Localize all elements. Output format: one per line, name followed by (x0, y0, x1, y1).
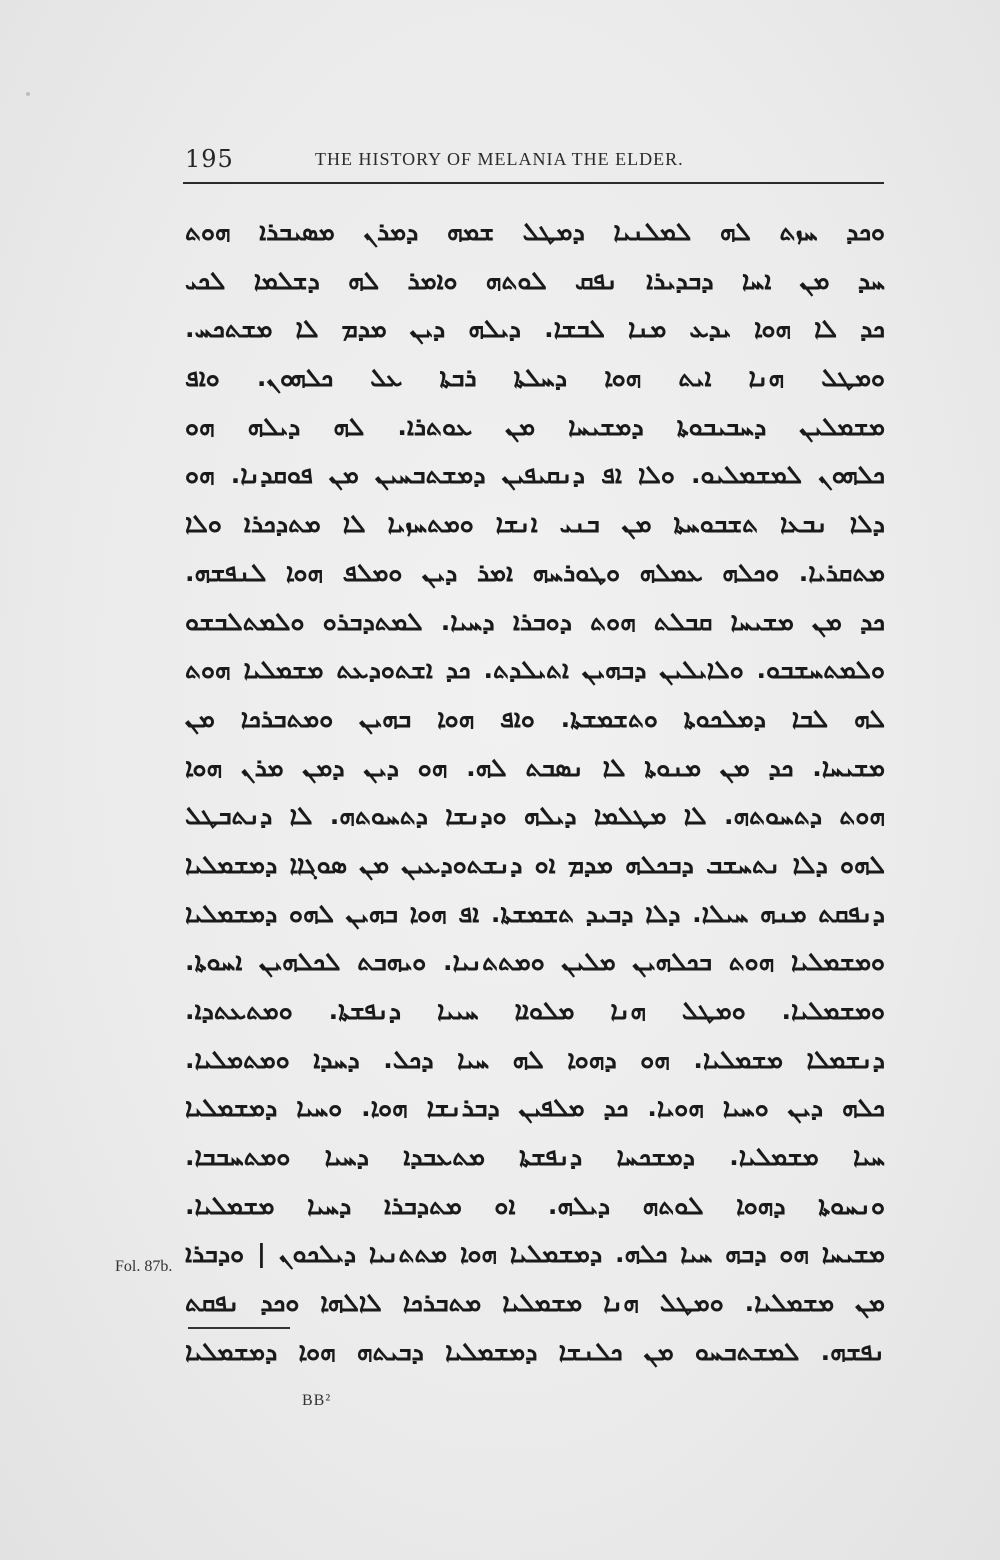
text-line: ܟܠܗܘܢ ܠܡܫܡܠܝܘ. ܘܠܐ ܐܦ ܕܢܩܝܦܝܢ ܕܡܫܬܒܚܝܢ ܡܢ ܦܘܩܕܢܐ. ܗܘ (185, 460, 885, 490)
text-line: ܠܗܘ ܕܠܐ ܢܬܚܫܒ ܕܒܟܠܗ ܡܕܡ ܐܘ ܕܢܫܬܘܕܥܝܢ ܡܢ ܣܘܓܐܐ ܕܡܫܡܠܝܐ (185, 849, 885, 879)
text-line: ܘܡܫܡܠܝܐ ܗܘܬ ܒܟܠܗܝܢ ܡܠܝܢ ܘܡܬܬܢܝܐ. ܘܝܗܒܬ ܠܟܠܗܝܢ ܐܚܘܬܐ. (185, 947, 885, 977)
text-line: ܡܢ ܡܫܡܠܝܐ. ܘܡܛܠ ܗܢܐ ܡܫܡܠܝܐ ܡܬܒܪܟܐ ܠܐܠܗܐ ܘܟܕ ܢܦܩܬ (185, 1288, 885, 1318)
text-line: ܘܢܚܘܬܐ ܕܗܘܐ ܠܘܬܗ ܕܝܠܗ. ܐܘ ܡܬܕܒܪܐ ܕܚܝܐ ܡܫܡܠܝܐ. (185, 1190, 885, 1220)
paper-speck (26, 92, 30, 96)
text-line: ܘܟܕ ܚܙܬ ܠܗ ܠܡܠܢܝܐ ܕܡܛܠ ܫܡܗ ܕܡܪܢ ܡܣܝܒܪܐ ܗܘܬ (185, 217, 885, 246)
text-line: ܕܢܫܡܠܐ ܡܫܡܠܝܐ. ܗܘ ܕܗܘܐ ܠܗ ܚܝܐ ܕܟܠ. ܕܚܕܐ ܘܡܬܡܠܝܐ. (185, 1044, 885, 1074)
text-line: ܡܫܝܚܐ ܗܘ ܕܒܗ ܚܝܐ ܟܠܗ. ܕܡܫܡܠܝܐ ܗܘܐ ܡܬܬܢܝܐ ܕܝܠܟܘܢ | ܘܕܒܪܐ (185, 1239, 885, 1269)
page-number: 195 (185, 145, 234, 173)
header-rule (183, 182, 884, 184)
text-line: ܘܡܛܠ ܗܢܐ ܐܝܬ ܗܘܐ ܕܚܠܬܐ ܪܒܬܐ ܥܠ ܟܠܗܘܢ. ܘܐܦ (185, 363, 885, 393)
syriac-text-block (185, 208, 885, 1377)
footnote-rule (188, 1327, 290, 1329)
signature-mark: BB² (302, 1392, 332, 1409)
text-line: ܚܝܐ ܡܫܡܠܝܐ. ܕܡܫܟܚܐ ܕܢܦܫܬܐ ܡܬܥܒܕܐ ܕܚܝܐ ܘܡܬܚܒܒܐ. (185, 1142, 885, 1172)
text-line: ܟܕ ܠܐ ܗܘܐ ܝܕܥ ܡܢܐ ܠܒܫܐ. ܕܝܠܗ ܕܝܢ ܡܕܡ ܠܐ ܡܫܬܟܚ. (185, 314, 885, 344)
text-line: ܡܬܩܪܝܐ. ܘܟܠܗ ܥܡܠܗ ܘܛܘܪܚܗ ܐܡܪ ܕܝܢ ܘܡܠܦ ܗܘܐ ܠܢܦܫܗ. (185, 557, 885, 587)
text-line: ܟܕ ܡܢ ܡܫܝܚܐ ܩܒܠܬ ܗܘܬ ܕܘܒܪܐ ܕܚܝܐ. ܠܡܬܕܒܪܘ ܘܠܡܬܠܒܫܘ (185, 606, 885, 636)
text-line: ܢܦܫܗ. ܠܡܫܬܒܚܘ ܡܢ ܟܠܢܫܐ ܕܡܫܡܠܝܐ ܕܒܝܬܗ ܗܘܐ ܕܡܫܡܠܝܐ (185, 1336, 885, 1366)
folio-margin-note: Fol. 87b. (115, 1258, 173, 1275)
text-line: ܡܫܡܠܝܢ ܕܚܒܝܒܘܬܐ ܕܡܫܝܚܐ ܡܢ ܥܘܬܪܐ. ܠܗ ܕܝܠܗ ܗܘ (185, 411, 885, 441)
text-line: ܕܢܦܩܬ ܡܢܗ ܚܝܠܐ. ܕܠܐ ܕܒܝܕ ܬܫܡܫܬܐ. ܐܦ ܗܘܐ ܒܗܝܢ ܠܗܘ ܕܡܫܡܠܝܐ (185, 898, 885, 928)
text-line: ܗܘܬ ܕܬܚܘܬܗ. ܠܐ ܡܛܠܡܐ ܕܝܠܗ ܘܕܢܫܐ ܕܬܚܘܬܗ. ܠܐ ܕܢܬܒܛܠ (185, 801, 885, 831)
running-title: THE HISTORY OF MELANIA THE ELDER. (315, 149, 684, 169)
text-line: ܠܗ ܠܒܐ ܕܡܠܟܘܬܐ ܘܬܫܡܫܬܐ. ܘܐܦ ܗܘܐ ܒܗܝܢ ܘܡܬܒܪܟܐ ܡܢ (185, 703, 885, 733)
text-line: ܘܡܫܡܠܝܐ. ܘܡܛܠ ܗܢܐ ܡܠܘܐܐ ܚܝܝܐ ܕܢܦܫܬܐ. ܘܡܬܥܬܕܐ. (185, 996, 885, 1025)
text-line: ܕܠܐ ܢܒܥܐ ܬܫܒܘܚܬܐ ܡܢ ܒܢܝ ܐܢܫܐ ܘܡܬܚܙܝܐ ܠܐ ܡܬܕܟܪܐ ܘܠܐ (185, 509, 885, 539)
text-line: ܡܫܝܚܐ. ܟܕ ܡܢ ܡܢܘܬܐ ܠܐ ܢܣܒܬ ܠܗ. ܗܘ ܕܝܢ ܕܡܢ ܡܪܢ ܗܘܐ (185, 752, 885, 782)
page-header (185, 145, 885, 175)
text-line: ܟܠܗ ܕܝܢ ܘܚܝܐ ܗܘܝܐ. ܟܕ ܡܠܦܝܢ ܕܒܪܢܫܐ ܗܘܐ. ܘܚܝܐ ܕܡܫܡܠܝܐ (185, 1093, 885, 1123)
text-line: ܘܠܡܬܚܫܒܘ. ܘܠܐܝܠܝܢ ܕܒܗܝܢ ܐܬܝܠܕܬ. ܟܕ ܐܫܬܘܕܥܬ ܡܫܡܠܝܐ ܗܘܬ (185, 655, 885, 685)
text-line: ܚܕ ܡܢ ܐܚܐ ܕܒܕܝܪܐ ܢܦܩ ܠܘܬܗ ܘܐܡܪ ܠܗ ܕܫܠܡܐ ܠܟܝ (185, 265, 885, 295)
